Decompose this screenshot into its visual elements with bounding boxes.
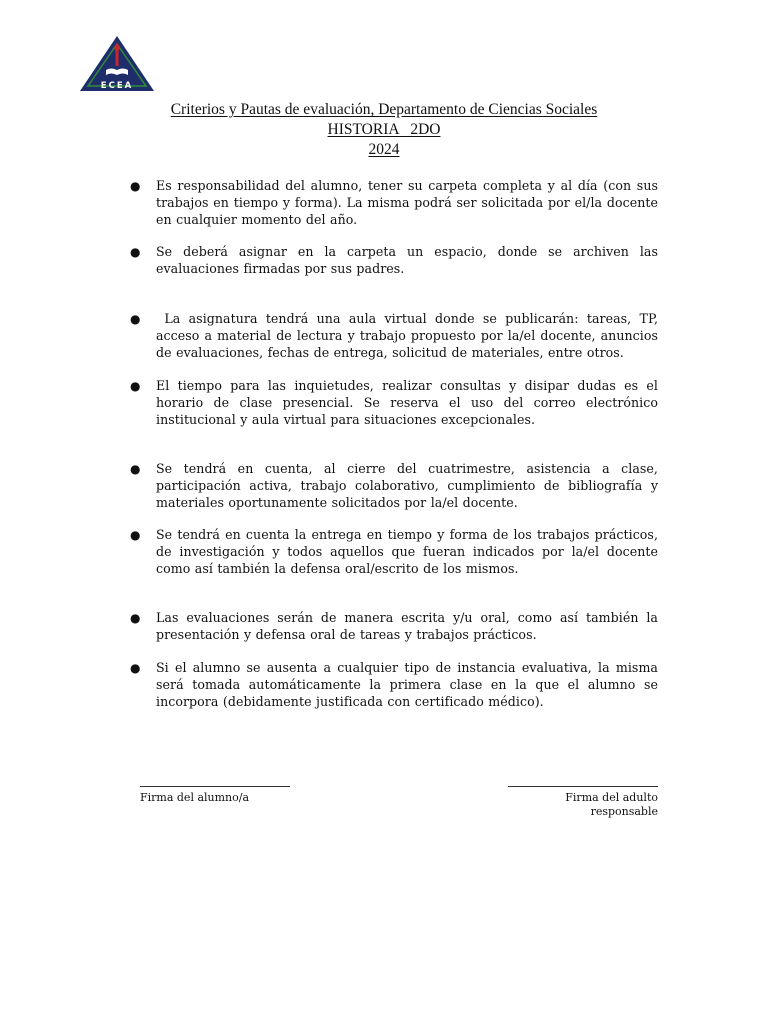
list-item-text: Se deberá asignar en la carpeta un espacio, donde se archiven las evaluaciones firmadas por sus padres.	[156, 244, 658, 276]
list-item-text: Si el alumno se ausenta a cualquier tipo de instancia evaluativa, la misma será tomada automáticamente la primera clase en la que el alumno se incorpora (debidamente justificada con certificado médico).	[156, 660, 658, 709]
student-signature-label: Firma del alumno/a	[140, 791, 250, 804]
document-year: 2024	[368, 141, 400, 158]
document-subject: HISTORIA 2DO	[327, 121, 441, 138]
list-item-text: Se tendrá en cuenta, al cierre del cuatrimestre, asistencia a clase, participación activa, trabajo colaborativo, cumplimiento de bibliografía y materiales oportunamente solicitados por la/el docente.	[156, 461, 658, 510]
bullet-icon: ●	[130, 379, 141, 393]
bullet-icon: ●	[130, 462, 141, 476]
list-item-text: Las evaluaciones serán de manera escrita y/u oral, como así también la presentación y defensa oral de tareas y trabajos prácticos.	[156, 610, 658, 642]
list-item-text: Es responsabilidad del alumno, tener su carpeta completa y al día (con sus trabajos en tiempo y forma). La misma podrá ser solicitada por el/la docente en cualquier momento del año.	[156, 178, 658, 227]
signature-line	[140, 786, 290, 787]
bullet-icon: ●	[130, 312, 141, 326]
list-item-text: La asignatura tendrá una aula virtual donde se publicarán: tareas, TP, acceso a material de lectura y trabajo propuesto por la/el docente, anuncios de evaluaciones, fechas de entrega, solicitud de materiales, entre otros.	[156, 311, 663, 360]
bullet-icon: ●	[130, 179, 141, 193]
bullet-icon: ●	[130, 661, 141, 675]
signature-line	[508, 786, 658, 787]
bullet-icon: ●	[130, 528, 141, 542]
student-signature	[140, 786, 290, 805]
document-title: Criterios y Pautas de evaluación, Departamento de Ciencias Sociales	[170, 101, 598, 118]
school-logo	[78, 34, 156, 94]
document-header	[0, 100, 768, 160]
bullet-icon: ●	[130, 611, 141, 625]
guardian-signature	[508, 786, 658, 819]
guardian-signature-label: Firma del adulto responsable	[565, 791, 658, 818]
logo-text: ECEA	[100, 81, 134, 91]
bullet-icon: ●	[130, 245, 141, 259]
list-item-text: Se tendrá en cuenta la entrega en tiempo y forma de los trabajos prácticos, de investigación y todos aquellos que fueran indicados por la/el docente como así también la defensa oral/escrito de los mismos.	[156, 527, 658, 576]
list-item-text: El tiempo para las inquietudes, realizar consultas y disipar dudas es el horario de clase presencial. Se reserva el uso del correo electrónico institucional y aula virtual para situaciones excepcionales.	[156, 378, 658, 427]
